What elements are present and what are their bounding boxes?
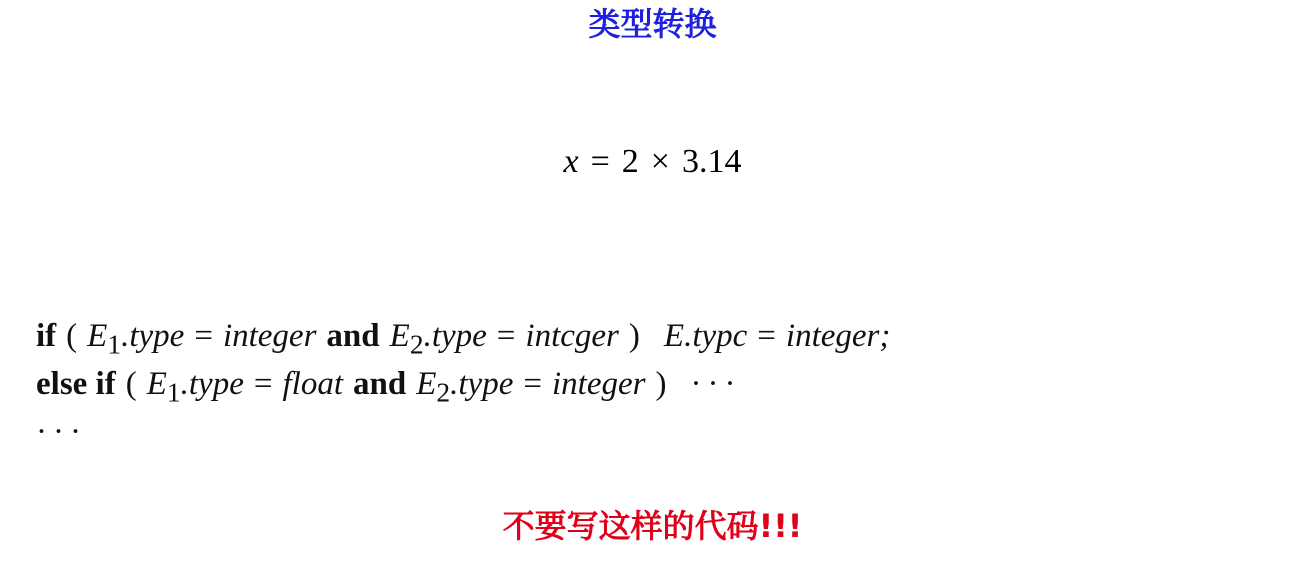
ellipsis: ··· xyxy=(690,366,742,402)
equation-equals: = xyxy=(590,143,610,180)
equation-factor-2: 3.14 xyxy=(681,143,742,180)
code-line-3 xyxy=(36,408,890,456)
code-line-2 xyxy=(36,360,890,408)
equals-1: = xyxy=(194,318,213,354)
result-value: integer; xyxy=(785,318,891,354)
expr-e2-subscript: 2 xyxy=(436,376,451,408)
paren-open: ( xyxy=(66,318,78,354)
ellipsis: ··· xyxy=(36,414,87,450)
equation-times: × xyxy=(650,143,670,180)
keyword-else-if: else if xyxy=(36,366,116,402)
value-2: integer xyxy=(551,366,646,402)
pseudo-code-block xyxy=(36,312,890,456)
result-e: E xyxy=(663,318,685,354)
result-type: .typc xyxy=(684,318,748,354)
paren-close: ) xyxy=(628,318,640,354)
equation-factor-1: 2 xyxy=(621,143,639,180)
expr-e2: E xyxy=(416,366,437,402)
expr-e2-subscript: 2 xyxy=(409,328,424,360)
type-conversion-equation xyxy=(0,140,1305,184)
equals-1: = xyxy=(253,366,273,402)
equals-2: = xyxy=(523,366,542,402)
keyword-if: if xyxy=(36,318,57,354)
equals-2: = xyxy=(496,318,516,354)
slide-title: 类型转换 xyxy=(588,5,717,43)
expr-e1-type: .type xyxy=(180,366,244,402)
expr-e1: E xyxy=(146,366,167,402)
paren-close: ) xyxy=(655,366,667,402)
warning-message: 不要写这样的代码!!! xyxy=(502,507,803,545)
value-1: integer xyxy=(222,318,317,354)
code-line-1 xyxy=(36,312,890,360)
expr-e1-type: .type xyxy=(121,318,185,354)
expr-e1-subscript: 1 xyxy=(107,328,122,360)
expr-e2: E xyxy=(389,318,410,354)
paren-open: ( xyxy=(125,366,137,402)
equals-3: = xyxy=(757,318,776,354)
expr-e2-type: .type xyxy=(423,318,487,354)
keyword-and: and xyxy=(353,366,407,402)
expr-e1-subscript: 1 xyxy=(166,376,181,408)
value-2: intcger xyxy=(525,318,619,354)
keyword-and: and xyxy=(326,318,380,354)
equation-lhs: x xyxy=(563,143,579,180)
value-1: float xyxy=(282,366,343,402)
expr-e2-type: .type xyxy=(450,366,514,402)
expr-e1: E xyxy=(87,318,108,354)
